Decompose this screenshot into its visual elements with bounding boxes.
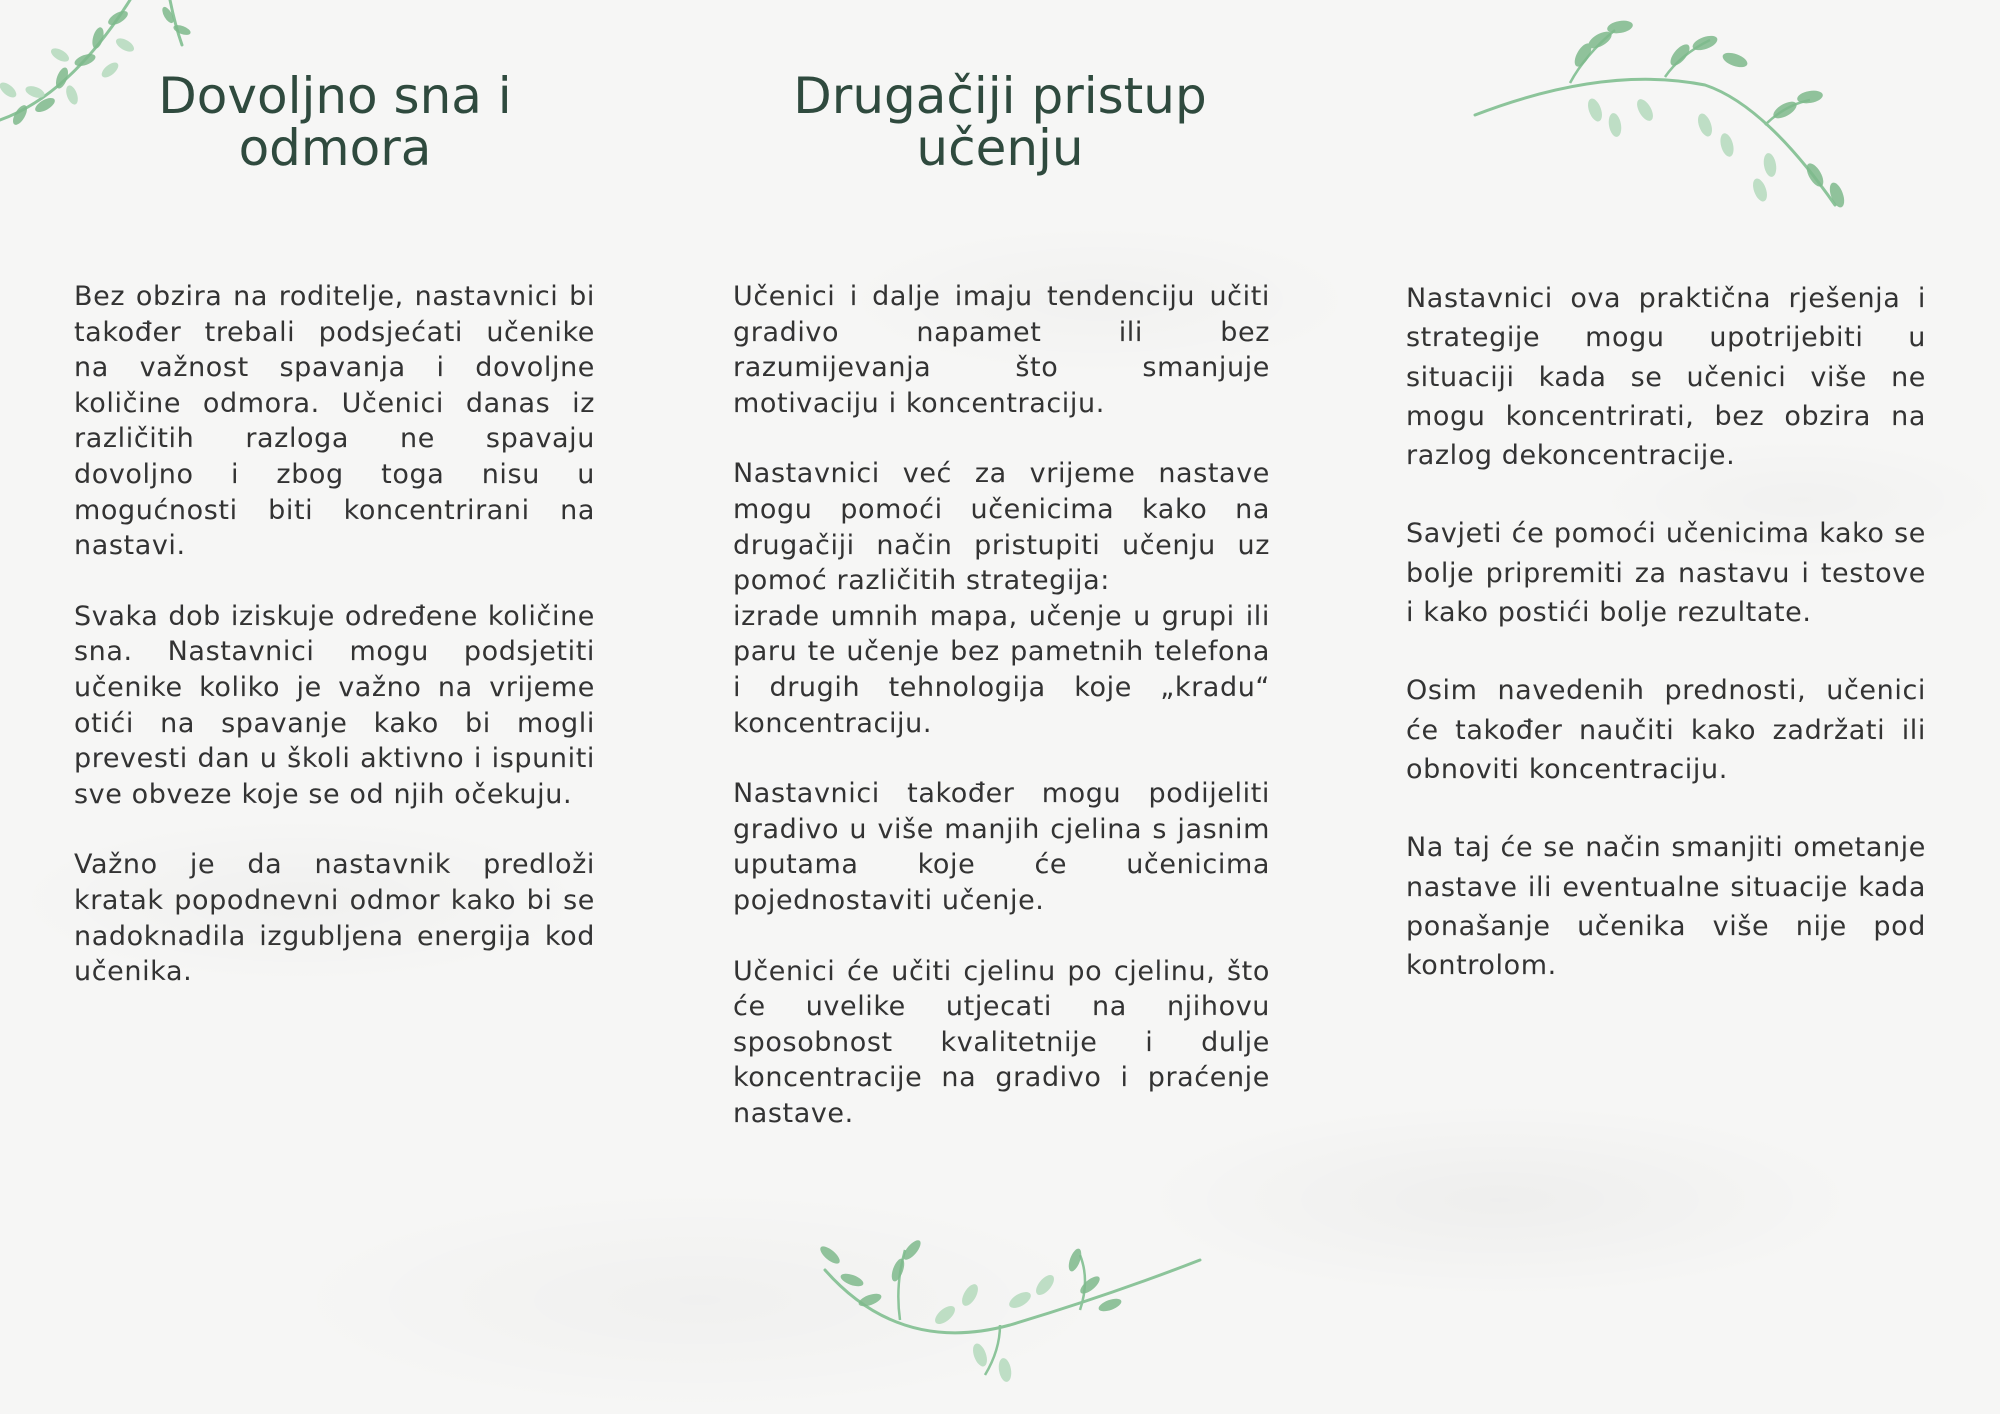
paragraph: Osim navedenih prednosti, učenici će također naučiti kako zadržati ili obnoviti koncentraciju. <box>1406 675 1926 785</box>
paragraph: Savjeti će pomoći učenicima kako se bolje pripremiti za nastavu i testove i kako postići bolje rezultate. <box>1406 518 1926 629</box>
heading-sleep-rest <box>95 67 575 177</box>
column-different-approach <box>733 279 1270 1166</box>
leaf-branch-icon-bottom <box>810 1225 1210 1390</box>
paragraph: Učenici i dalje imaju tendenciju učiti gradivo napamet ili bez razumijevanja što smanjuje motivaciju i koncentraciju. <box>733 281 1270 419</box>
paragraph: Nastavnici već za vrijeme nastave mogu pomoći učenicima kako na drugačiji način pristupiti učenju uz pomoć različitih strategija: <box>733 458 1270 597</box>
heading-different-approach-line-1: Drugačiji pristup <box>793 67 1207 125</box>
paragraph: Svaka dob iziskuje određene količine sna. Nastavnici mogu podsjetiti učenike koliko je važno na vrijeme otići na spavanje kako bi mogli prevesti dan u školi aktivno i ispuniti sve obveze koje se od njih očekuju. <box>74 600 595 810</box>
heading-sleep-rest-line-1: Dovoljno sna i <box>158 67 512 125</box>
leaf-branch-icon-top-right <box>1465 15 1860 225</box>
heading-sleep-rest-line-2: odmora <box>238 119 432 177</box>
heading-different-approach-line-2: učenju <box>916 119 1084 177</box>
column-sleep-rest <box>74 279 595 1025</box>
column-practical-solutions <box>1406 279 1926 1024</box>
paragraph: Bez obzira na roditelje, nastavnici bi također trebali podsjećati učenike na važnost spavanja i dovoljne količine odmora. Učenici danas iz različitih razloga ne spavaju dovoljno i zbog toga nisu u mogućnosti biti koncentrirani na nastavi. <box>74 281 595 562</box>
paragraph: Nastavnici također mogu podijeliti gradivo u više manjih cjelina s jasnim uputama koje će učenicima pojednostaviti učenje. <box>733 778 1270 916</box>
paragraph: Na taj će se način smanjiti ometanje nastave ili eventualne situacije kada ponašanje učenika više nije pod kontrolom. <box>1406 832 1926 982</box>
heading-different-approach <box>740 67 1260 177</box>
paragraph: Učenici će učiti cjelinu po cjelinu, što će uvelike utjecati na njihovu sposobnost kvalitetnije i dulje koncentracije na gradivo i praćenje nastave. <box>733 955 1270 1129</box>
paragraph: Važno je da nastavnik predloži kratak popodnevni odmor kako bi se nadoknadila izgubljena energija kod učenika. <box>74 849 595 988</box>
paragraph: Nastavnici ova praktična rješenja i strategije mogu upotrijebiti u situaciji kada se učenici više ne mogu koncentrirati, bez obzira na razlog dekoncentracije. <box>1406 283 1926 472</box>
paragraph: izrade umnih mapa, učenje u grupi ili paru te učenje bez pametnih telefona i drugih tehnologija koje „kradu“ koncentraciju. <box>733 600 1270 739</box>
